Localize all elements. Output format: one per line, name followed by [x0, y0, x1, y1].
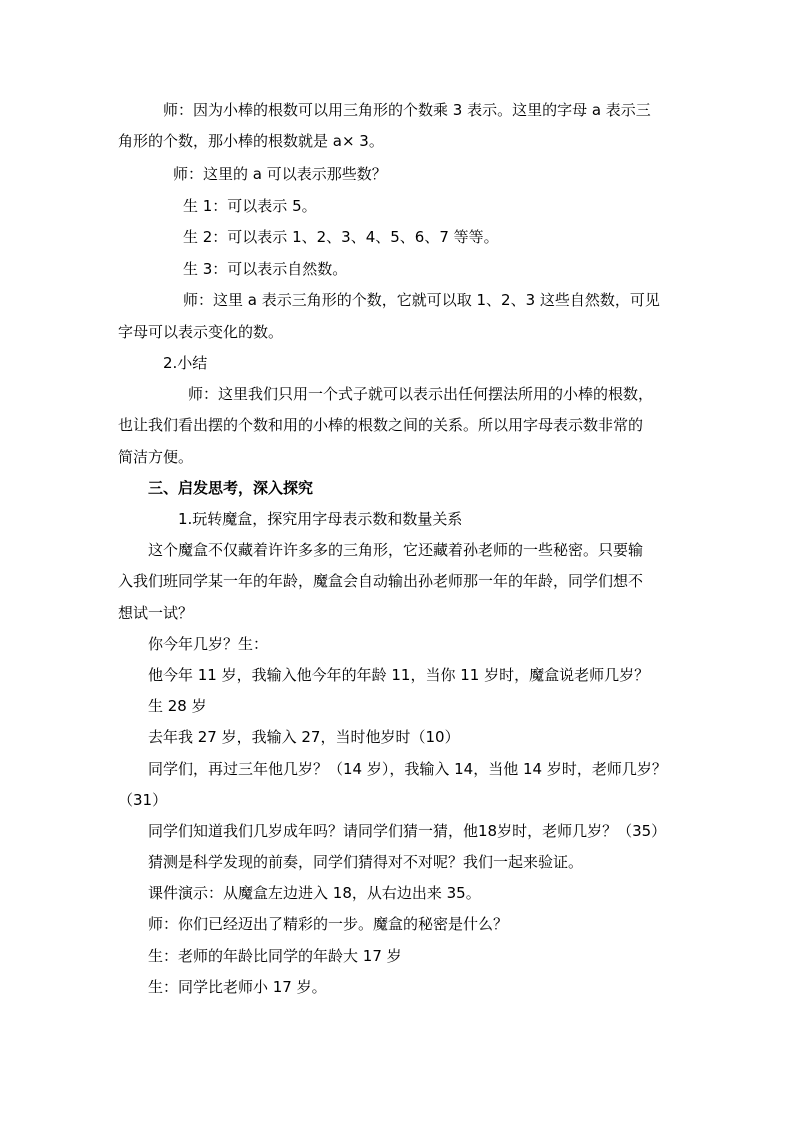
paragraph-line: 字母可以表示变化的数。 — [118, 323, 284, 341]
paragraph-line: 生 1：可以表示 5。 — [183, 197, 317, 215]
paragraph-line: 这个魔盒不仅藏着许许多多的三角形，它还藏着孙老师的一些秘密。只要输 — [148, 541, 644, 559]
paragraph-line: 同学们知道我们几岁成年吗？请同学们猜一猜，他18岁时，老师几岁？（35） — [148, 822, 667, 840]
paragraph-line: 师：这里我们只用一个式子就可以表示出任何摆法所用的小棒的根数， — [188, 385, 654, 403]
paragraph-line: 师：这里 a 表示三角形的个数，它就可以取 1、2、3 这些自然数，可见 — [183, 291, 660, 309]
paragraph-line: 师：这里的 a 可以表示那些数？ — [173, 165, 387, 183]
paragraph-line: 角形的个数，那小棒的根数就是 a× 3。 — [118, 132, 384, 150]
paragraph-line: （31） — [118, 791, 168, 809]
paragraph-line: 他今年 11 岁，我输入他今年的年龄 11，当你 11 岁时，魔盒说老师几岁？ — [148, 666, 650, 684]
paragraph-line: 入我们班同学某一年的年龄，魔盒会自动输出孙老师那一年的年龄，同学们想不 — [118, 572, 644, 590]
paragraph-line: 简洁方便。 — [118, 448, 194, 466]
paragraph-line: 你今年几岁？生： — [148, 635, 269, 653]
paragraph-line: 生 28 岁 — [148, 697, 207, 715]
section-heading: 三、启发思考，深入探究 — [148, 479, 314, 497]
paragraph-line: 想试一试？ — [118, 604, 194, 622]
paragraph-line: 生：同学比老师小 17 岁。 — [148, 978, 327, 996]
paragraph-line: 生 2：可以表示 1、2、3、4、5、6、7 等等。 — [183, 228, 499, 246]
paragraph-line: 课件演示：从魔盒左边进入 18，从右边出来 35。 — [148, 884, 481, 902]
subsection-heading: 2.小结 — [163, 354, 208, 372]
paragraph-line: 师：你们已经迈出了精彩的一步。魔盒的秘密是什么？ — [148, 915, 509, 933]
paragraph-line: 生：老师的年龄比同学的年龄大 17 岁 — [148, 947, 402, 965]
paragraph-line: 也让我们看出摆的个数和用的小棒的根数之间的关系。所以用字母表示数非常的 — [118, 416, 644, 434]
subsection-heading: 1.玩转魔盒，探究用字母表示数和数量关系 — [178, 510, 463, 528]
paragraph-line: 师：因为小棒的根数可以用三角形的个数乘 3 表示。这里的字母 a 表示三 — [163, 101, 651, 119]
paragraph-line: 去年我 27 岁，我输入 27，当时他岁时（10） — [148, 728, 460, 746]
paragraph-line: 猜测是科学发现的前奏，同学们猜得对不对呢？我们一起来验证。 — [148, 853, 584, 871]
paragraph-line: 同学们，再过三年他几岁？（14 岁），我输入 14，当他 14 岁时，老师几岁？ — [148, 760, 667, 778]
paragraph-line: 生 3：可以表示自然数。 — [183, 260, 348, 278]
